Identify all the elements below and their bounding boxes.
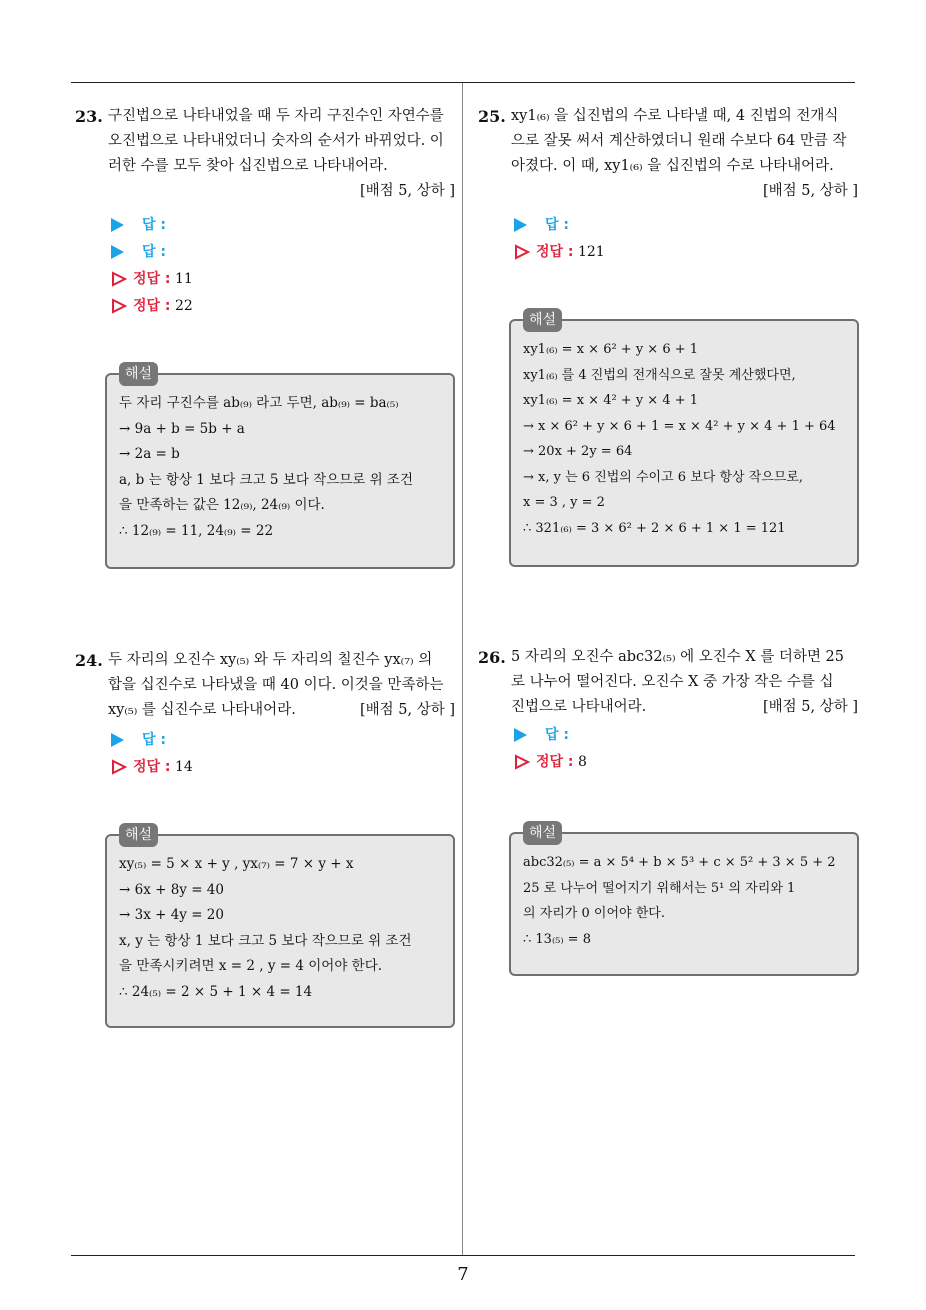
solution-line: → x, y 는 6 진법의 수이고 6 보다 항상 작으므로, [523,469,804,485]
problem-number: 23. [75,107,103,126]
problem-24 [75,648,455,781]
solution-box-26 [509,825,859,976]
problem-23-question [75,104,455,204]
solution-line: → 6x + 8y = 40 [119,881,224,898]
solution-line: ∴ 24₍₅₎ = 2 × 5 + 1 × 4 = 14 [119,983,313,1000]
outline-triangle-icon [514,754,530,770]
solution-box-25 [509,312,859,567]
solution-tag: 해설 [523,308,562,332]
solution-line: ∴ 321₍₆₎ = 3 × 6² + 2 × 6 + 1 × 1 = 121 [523,520,786,536]
question-line: 구진법으로 나타내었을 때 두 자리 구진수인 자연수를 [108,108,444,124]
solution-line: → 9a + b = 5b + a [119,420,245,437]
outline-triangle-icon [514,244,530,260]
top-rule [71,82,855,83]
solution-line: a, b 는 항상 1 보다 크고 5 보다 작으므로 위 조건 [119,471,414,488]
correct-answer-value: 14 [174,759,193,775]
correct-label: 정답 : [133,298,171,314]
solution-line: ∴ 13₍₅₎ = 8 [523,931,591,947]
play-triangle-icon [514,218,527,232]
correct-answer-line [75,266,455,293]
problem-number: 24. [75,651,103,670]
solution-line: x = 3 , y = 2 [523,495,605,510]
solution-line: 의 자리가 0 이어야 한다. [523,906,665,921]
score: [배점 5, 상하 ] [762,183,858,199]
play-triangle-icon [514,728,527,742]
solution-line: 두 자리 구진수를 ab₍₉₎ 라고 두면, ab₍₉₎ = ba₍₅₎ [119,395,399,411]
answer-line [75,239,455,266]
solution-line: → 20x + 2y = 64 [523,444,633,459]
question-line: 아졌다. 이 때, xy1₍₆₎ 을 십진법의 수로 나타내어라. [511,158,834,174]
outline-triangle-icon [111,759,127,775]
answer-line [75,727,455,754]
problem-25-question [478,104,858,204]
correct-answer-value: 8 [577,754,587,770]
problem-26 [478,645,858,776]
solution-box-24 [105,827,455,1028]
question-line: 두 자리의 오진수 xy₍₅₎ 와 두 자리의 칠진수 yx₍₇₎ 의 [108,652,433,668]
answer-label: 답 : [545,217,569,233]
problem-26-question [478,645,858,720]
solution-tag: 해설 [119,362,158,386]
score: [배점 5, 상하 ] [359,702,455,718]
correct-label: 정답 : [536,754,574,770]
problem-number: 26. [478,648,506,667]
correct-label: 정답 : [133,271,171,287]
correct-answer-value: 22 [174,298,193,314]
score: [배점 5, 상하 ] [359,183,455,199]
solution-line: xy1₍₆₎ 를 4 진법의 전개식으로 잘못 계산했다면, [523,367,796,383]
solution-line: xy₍₅₎ = 5 × x + y , yx₍₇₎ = 7 × y + x [119,856,354,872]
question-last-line [108,698,455,723]
question-line: 오진법으로 나타내었더니 숫자의 순서가 바뀌었다. 이 [108,133,444,149]
play-triangle-icon [111,245,124,259]
correct-label: 정답 : [536,244,574,260]
solution-line: abc32₍₅₎ = a × 5⁴ + b × 5³ + c × 5² + 3 × 5 + 2 [523,855,836,870]
answer-line [478,212,858,239]
solution-line: 을 만족시키려면 x = 2 , y = 4 이어야 한다. [119,958,383,974]
problem-24-question [75,648,455,723]
solution-line: → x × 6² + y × 6 + 1 = x × 4² + y × 4 + 1 + 64 [523,418,836,434]
problem-25 [478,104,858,266]
solution-box-23 [105,366,455,569]
solution-line: → 3x + 4y = 20 [119,907,224,923]
correct-answer-line [75,293,455,320]
solution-line: x, y 는 항상 1 보다 크고 5 보다 작으므로 위 조건 [119,932,412,949]
correct-answer-value: 11 [174,271,193,287]
solution-line: → 2a = b [119,446,180,462]
answer-line [75,212,455,239]
correct-answer-line [478,749,858,776]
problem-23 [75,104,455,320]
answer-label: 답 : [142,732,166,748]
correct-answer-line [75,754,455,781]
solution-line: xy1₍₆₎ = x × 6² + y × 6 + 1 [523,342,699,357]
question-line: 으로 잘못 써서 계산하였더니 원래 수보다 64 만큼 작 [511,133,847,149]
answer-label: 답 : [142,244,166,260]
question-line: 로 나누어 떨어진다. 오진수 X 중 가장 작은 수를 십 [511,674,834,690]
solution-line: xy1₍₆₎ = x × 4² + y × 4 + 1 [523,393,699,408]
answer-label: 답 : [142,217,166,233]
solution-tag: 해설 [523,821,562,845]
question-line: 러한 수를 모두 찾아 십진법으로 나타내어라. [108,158,388,174]
solution-line: 25 로 나누어 떨어지기 위해서는 5¹ 의 자리와 1 [523,880,796,896]
bottom-rule [71,1255,855,1256]
outline-triangle-icon [111,298,127,314]
question-line: xy1₍₆₎ 을 십진법의 수로 나타낼 때, 4 진법의 전개식 [511,108,839,124]
play-triangle-icon [111,218,124,232]
outline-triangle-icon [111,271,127,287]
solution-line: 을 만족하는 값은 12₍₉₎, 24₍₉₎ 이다. [119,497,325,513]
correct-answer-line [478,239,858,266]
problem-number: 25. [478,107,506,126]
play-triangle-icon [111,733,124,747]
question-line: 합을 십진수로 나타냈을 때 40 이다. 이것을 만족하는 [108,677,444,693]
question-line: 진법으로 나타내어라. [511,699,647,715]
question-line: 5 자리의 오진수 abc32₍₅₎ 에 오진수 X 를 더하면 25 [511,649,845,665]
correct-answer-value: 121 [577,244,605,260]
solution-tag: 해설 [119,823,158,847]
solution-line: ∴ 12₍₉₎ = 11, 24₍₉₎ = 22 [119,522,274,539]
answer-line [478,722,858,749]
score: [배점 5, 상하 ] [762,699,858,715]
column-separator [462,83,463,1255]
question-line: xy₍₅₎ 를 십진수로 나타내어라. [108,702,296,718]
page-number: 7 [457,1264,469,1285]
correct-label: 정답 : [133,759,171,775]
answer-label: 답 : [545,727,569,743]
question-last-line [511,695,858,720]
